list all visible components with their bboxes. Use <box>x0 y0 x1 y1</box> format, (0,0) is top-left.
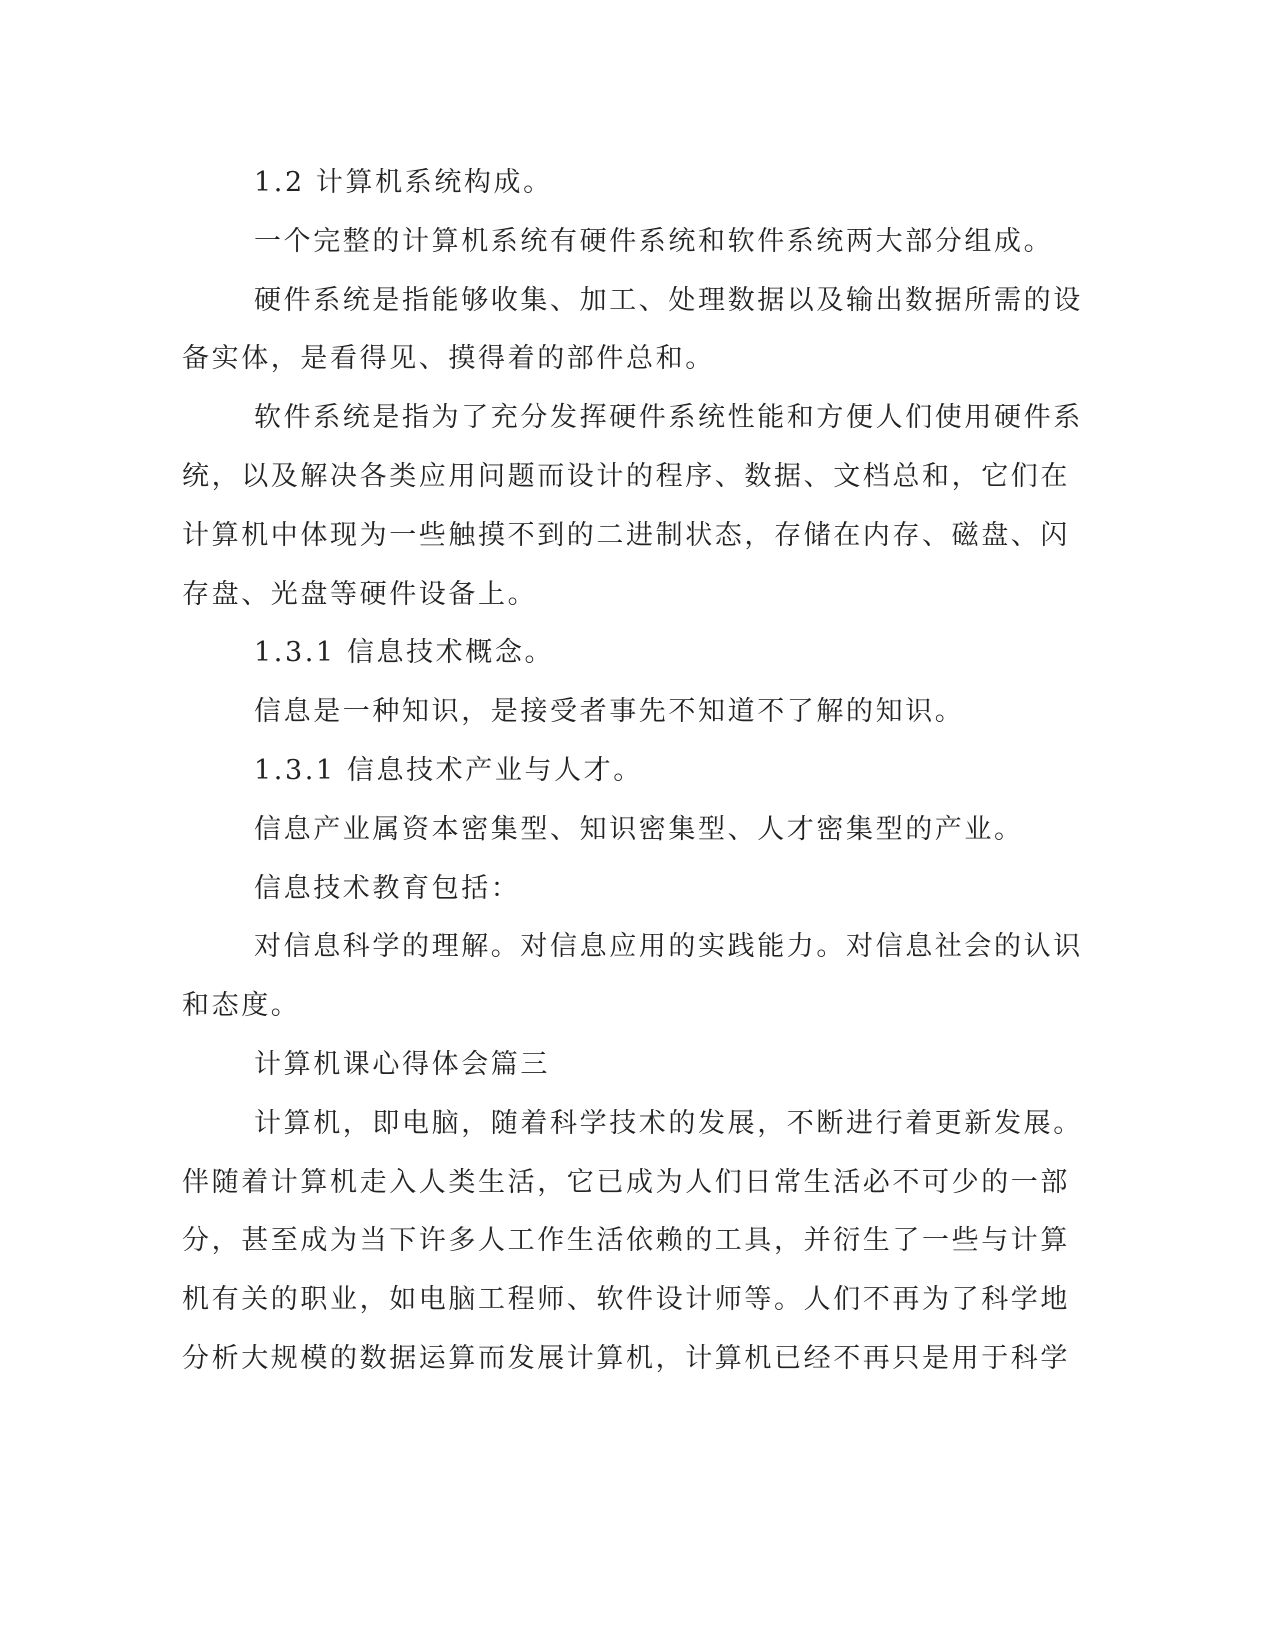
heading-1-3-1-concept <box>182 624 1032 683</box>
text-line: 机有关的职业，如电脑工程师、软件设计师等。人们不再为了科学地 <box>182 1284 1070 1316</box>
text-line: 伴随着计算机走入人类生活，它已成为人们日常生活必不可少的一部 <box>182 1166 1070 1198</box>
text-line: 软件系统是指为了充分发挥硬件系统性能和方便人们使用硬件系 <box>254 402 1083 434</box>
text-line: 1.3.1 信息技术概念。 <box>254 637 555 669</box>
paragraph-computer-development <box>182 1095 1083 1389</box>
text-line: 硬件系统是指能够收集、加工、处理数据以及输出数据所需的设 <box>254 284 1083 316</box>
text-line: 信息技术教育包括： <box>254 872 521 904</box>
text-line: 计算机，即电脑，随着科学技术的发展，不断进行着更新发展。 <box>254 1107 1083 1139</box>
text-line: 信息产业属资本密集型、知识密集型、人才密集型的产业。 <box>254 813 1024 845</box>
text-line: 信息是一种知识，是接受者事先不知道不了解的知识。 <box>254 696 965 728</box>
paragraph-hardware <box>182 272 1083 390</box>
text-line: 分析大规模的数据运算而发展计算机，计算机已经不再只是用于科学 <box>182 1342 1070 1374</box>
text-line: 计算机中体现为一些触摸不到的二进制状态，存储在内存、磁盘、闪 <box>182 519 1070 551</box>
text-line: 统，以及解决各类应用问题而设计的程序、数据、文档总和，它们在 <box>182 460 1070 492</box>
text-line: 1.3.1 信息技术产业与人才。 <box>254 754 643 786</box>
text-line: 对信息科学的理解。对信息应用的实践能力。对信息社会的认识 <box>254 931 1083 963</box>
paragraph-information-definition <box>182 683 1032 742</box>
text-line: 计算机课心得体会篇三 <box>254 1048 550 1080</box>
paragraph-information-industry <box>182 801 1032 860</box>
heading-1-2 <box>182 154 1032 213</box>
text-line: 备实体，是看得见、摸得着的部件总和。 <box>182 343 715 375</box>
text-line: 和态度。 <box>182 990 301 1022</box>
paragraph-it-education-items <box>182 918 1083 1036</box>
document-body <box>182 154 1083 1389</box>
text-line: 分，甚至成为当下许多人工作生活依赖的工具，并衍生了一些与计算 <box>182 1225 1070 1257</box>
heading-1-3-1-industry <box>182 742 1032 801</box>
section-title-part-three <box>182 1036 1032 1095</box>
text-line: 一个完整的计算机系统有硬件系统和软件系统两大部分组成。 <box>254 225 1054 257</box>
paragraph-it-education-intro <box>182 860 1032 919</box>
text-line: 存盘、光盘等硬件设备上。 <box>182 578 538 610</box>
paragraph-software <box>182 389 1083 624</box>
paragraph-system-composition <box>182 213 1054 272</box>
text-line: 1.2 计算机系统构成。 <box>254 167 553 198</box>
